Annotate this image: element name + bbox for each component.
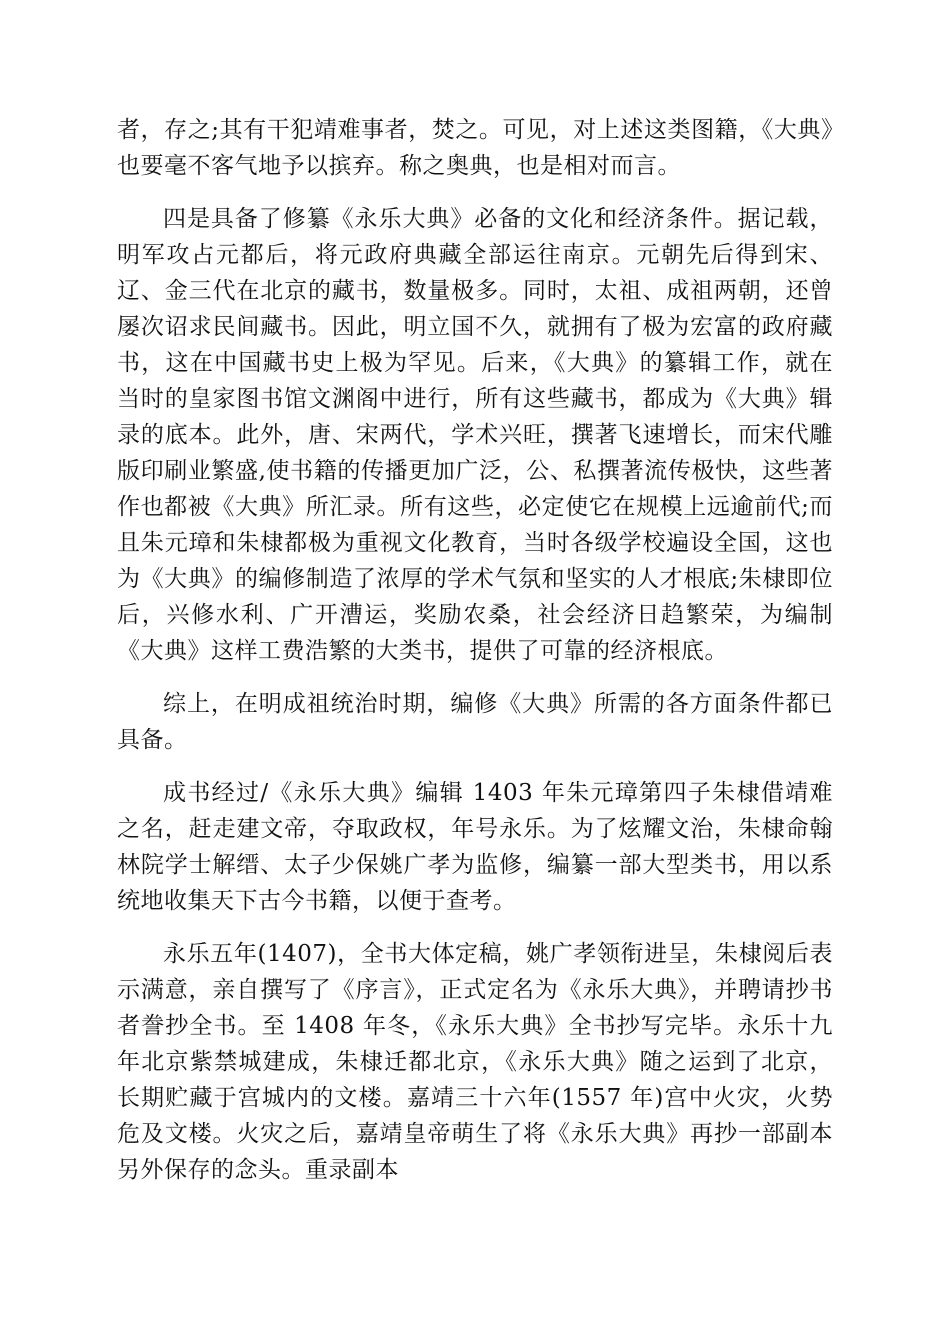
paragraph-summary: 综上，在明成祖统治时期，编修《大典》所需的各方面条件都已具备。: [117, 691, 833, 753]
paragraph-conditions: 四是具备了修纂《永乐大典》必备的文化和经济条件。据记载，明军攻占元都后，将元政府典藏全部运往南京。元朝先后得到宋、辽、金三代在北京的藏书，数量极多。同时，太祖、成祖两朝，还曾屡次诏求民间藏书。因此，明立国不久，就拥有了极为宏富的政府藏书，这在中国藏书史上极为罕见。后来，《大典》的纂辑工作，就在当时的皇家图书馆文渊阁中进行，所有这些藏书，都成为《大典》辑录的底本。此外，唐、宋两代，学术兴旺，撰著飞速增长，而宋代雕版印刷业繁盛,使书籍的传播更加广泛，公、私撰著流传极快，这些著作也都被《大典》所汇录。所有这些，必定使它在规模上远逾前代;而且朱元璋和朱棣都极为重视文化教育，当时各级学校遍设全国，这也为《大典》的编修制造了浓厚的学术气氛和坚实的人才根底;朱棣即位后，兴修水利、广开漕运，奖励农桑，社会经济日趋繁荣，为编制《大典》这样工费浩繁的大类书，提供了可靠的经济根底。: [117, 206, 833, 664]
paragraph-compilation: 成书经过/《永乐大典》编辑 1403 年朱元璋第四子朱棣借靖难之名，赶走建文帝，夺取政权，年号永乐。为了炫耀文治，朱棣命翰林院学士解缙、太子少保姚广孝为监修，编纂一部大型类书，用以系统地收集天下古今书籍，以便于查考。: [117, 780, 833, 914]
paragraph-continuation: 者，存之;其有干犯靖难事者，焚之。可见，对上述这类图籍，《大典》也要毫不客气地予以摈弃。称之奥典，也是相对而言。: [117, 117, 833, 179]
paragraph-completion: 永乐五年(1407)，全书大体定稿，姚广孝领衔进呈，朱棣阅后表示满意，亲自撰写了《序言》，正式定名为《永乐大典》，并聘请抄书者誊抄全书。至 1408 年冬，《永乐大典》全书抄写完毕。永乐十九年北京紫禁城建成，朱棣迁都北京，《永乐大典》随之运到了北京，长期贮藏于宫城内的文楼。嘉靖三十六年(1557 年)宫中火灾，火势危及文楼。火灾之后，嘉靖皇帝萌生了将《永乐大典》再抄一部副本另外保存的念头。重录副本: [117, 941, 833, 1183]
document-page: [117, 112, 833, 1205]
